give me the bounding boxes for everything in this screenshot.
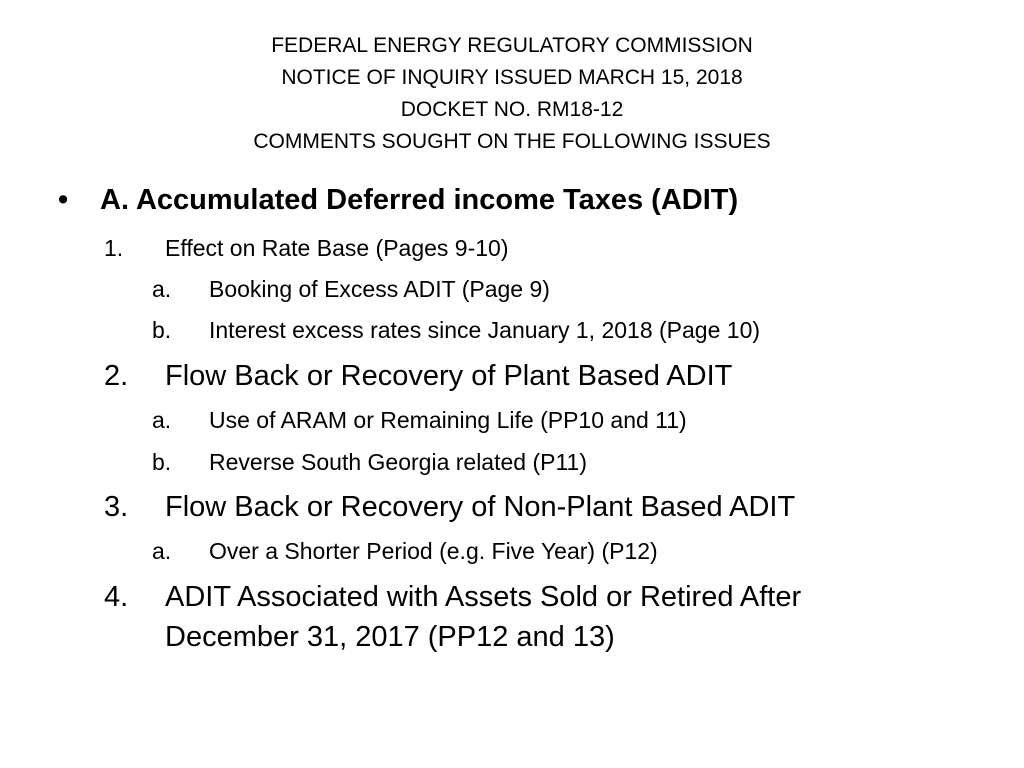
sub-item-text: Booking of Excess ADIT (Page 9) (209, 276, 550, 302)
title-line-3: DOCKET NO. RM18-12 (400, 98, 624, 121)
list-item-number: 4. (104, 581, 129, 613)
sub-item-letter: a. (152, 538, 172, 564)
bullet-icon: • (58, 184, 69, 216)
list-item-number: 1. (104, 235, 124, 261)
sub-item-text: Interest excess rates since January 1, 2018 (Page 10) (209, 317, 761, 343)
list-item-text: Effect on Rate Base (Pages 9-10) (165, 235, 509, 261)
sub-item-letter: b. (152, 317, 172, 343)
list-item-text-line-2: December 31, 2017 (PP12 and 13) (165, 621, 615, 653)
sub-item-text: Over a Shorter Period (e.g. Five Year) (P12) (209, 538, 658, 564)
section-heading-text: A. Accumulated Deferred income Taxes (ADIT) (100, 184, 739, 216)
list-item-number: 2. (104, 360, 129, 392)
sub-item-letter: b. (152, 449, 172, 475)
title-line-1: FEDERAL ENERGY REGULATORY COMMISSION (271, 34, 753, 57)
sub-item-letter: a. (152, 276, 172, 302)
sub-item-text: Reverse South Georgia related (P11) (209, 449, 587, 475)
list-item-text: Flow Back or Recovery of Plant Based ADIT (165, 360, 733, 392)
title-line-2: NOTICE OF INQUIRY ISSUED MARCH 15, 2018 (281, 66, 743, 89)
list-item-text: Flow Back or Recovery of Non-Plant Based ADIT (165, 491, 796, 523)
title-line-4: COMMENTS SOUGHT ON THE FOLLOWING ISSUES (253, 130, 771, 153)
list-item-number: 3. (104, 491, 129, 523)
list-item-text-line-1: ADIT Associated with Assets Sold or Retired After (165, 581, 802, 613)
sub-item-letter: a. (152, 407, 172, 433)
sub-item-text: Use of ARAM or Remaining Life (PP10 and 11) (209, 407, 687, 433)
